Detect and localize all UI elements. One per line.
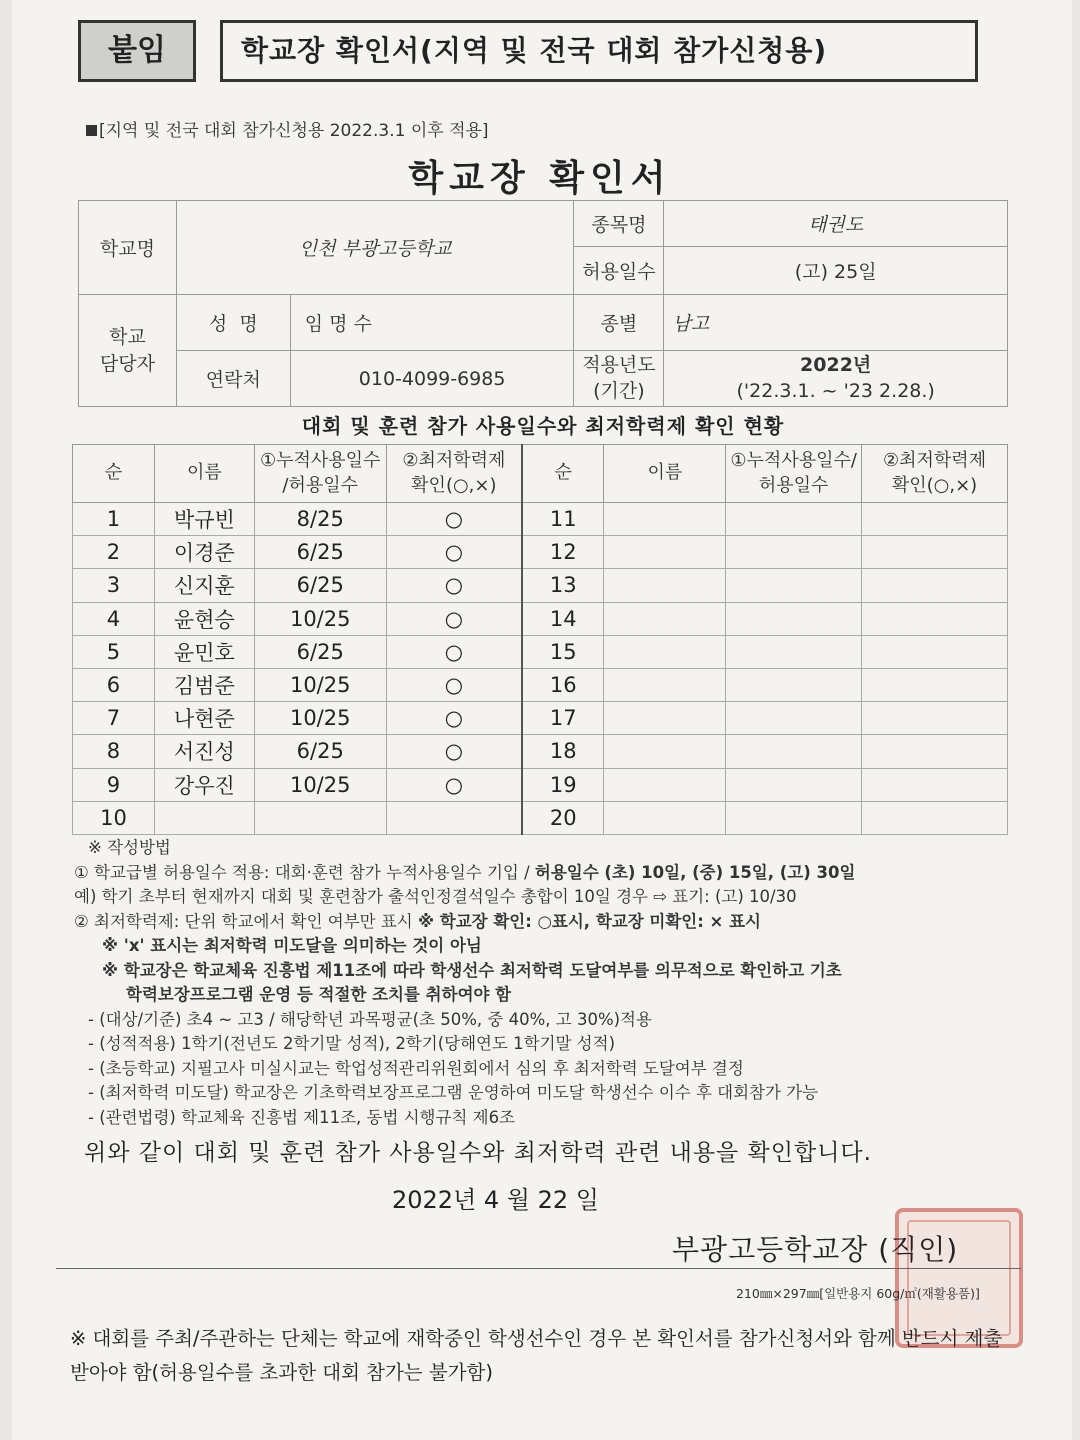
row-name-2 — [604, 602, 726, 635]
note-line: - (대상/기준) 초4 ~ 고3 / 해당학년 과목평균(초 50%, 중 40%, 고 30%)적용 — [88, 1009, 652, 1029]
row-days-2 — [726, 635, 862, 668]
row-days-2 — [726, 668, 862, 701]
note-line: ※ 학교장은 학교체육 진흥법 제11조에 따라 학생선수 최저학력 도달여부를 의무적으로 확인하고 기초 — [102, 960, 842, 980]
row-number-2: 16 — [522, 668, 604, 701]
row-days: 6/25 — [254, 536, 386, 569]
row-name-2 — [604, 569, 726, 602]
row-days-2 — [726, 768, 862, 801]
row-days: 6/25 — [254, 735, 386, 768]
row-number-2: 17 — [522, 702, 604, 735]
table-row — [73, 503, 1008, 536]
note-line: ※ 'x' 표시는 최저학력 미도달을 의미하는 것이 아님 — [102, 936, 482, 955]
row-days-2 — [726, 536, 862, 569]
event-label: 종목명 — [574, 201, 664, 247]
row-check-2 — [862, 735, 1008, 768]
row-days: 6/25 — [254, 635, 386, 668]
table-row — [73, 668, 1008, 701]
year-cell — [664, 351, 1008, 407]
row-name: 김범준 — [154, 668, 254, 701]
row-name: 서진성 — [154, 735, 254, 768]
school-value: 인천 부광고등학교 — [176, 201, 574, 295]
row-check: ○ — [386, 602, 522, 635]
divider — [56, 1268, 1021, 1269]
roster-table — [72, 444, 1008, 835]
row-days: 10/25 — [254, 702, 386, 735]
row-check: ○ — [386, 569, 522, 602]
instructions — [74, 836, 1024, 1130]
row-check: ○ — [386, 668, 522, 701]
table-row — [73, 635, 1008, 668]
table-row — [73, 735, 1008, 768]
row-name: 윤현승 — [154, 602, 254, 635]
note-line: 예) 학기 초부터 현재까지 대회 및 훈련참가 출석인정결석일수 총합이 10일 경우 ⇨ 표기: (고) 10/30 — [74, 887, 797, 906]
name-label: 성 명 — [176, 295, 290, 351]
date-text: 2022년 4 월 22 일 — [392, 1186, 599, 1214]
attach-label: 붙임 — [78, 20, 196, 82]
row-name-2 — [604, 503, 726, 536]
row-name-2 — [604, 702, 726, 735]
row-name-2 — [604, 801, 726, 834]
row-name-2 — [604, 668, 726, 701]
note-line — [74, 910, 1024, 935]
name-value: 임 명 수 — [290, 295, 574, 351]
row-name — [154, 801, 254, 834]
gender-value: 남고 — [664, 295, 1008, 351]
note-line — [74, 861, 1024, 886]
row-number: 2 — [73, 536, 155, 569]
year-value: 2022년 — [800, 353, 872, 376]
col-check-2: ②최저학력제 확인(○,×) — [862, 445, 1008, 503]
row-number-2: 15 — [522, 635, 604, 668]
row-number: 7 — [73, 702, 155, 735]
section-heading: 대회 및 훈련 참가 사용일수와 최저학력제 확인 현황 — [301, 414, 785, 438]
table-row — [73, 569, 1008, 602]
col-days-2: ①누적사용일수/ 허용일수 — [726, 445, 862, 503]
note-line: - (성적적용) 1학기(전년도 2학기말 성적), 2학기(당해연도 1학기말 성적) — [88, 1034, 616, 1053]
row-days: 10/25 — [254, 668, 386, 701]
row-name-2 — [604, 768, 726, 801]
row-days-2 — [726, 569, 862, 602]
row-name: 강우진 — [154, 768, 254, 801]
row-check-2 — [862, 503, 1008, 536]
row-check-2 — [862, 635, 1008, 668]
row-check-2 — [862, 536, 1008, 569]
note-text: ① 학교급별 허용일수 적용: 대회·훈련 참가 누적사용일수 기입 / — [74, 862, 535, 882]
row-name-2 — [604, 735, 726, 768]
row-number-2: 20 — [522, 801, 604, 834]
allowed-days-label: 허용일수 — [574, 247, 664, 295]
row-days-2 — [726, 602, 862, 635]
row-check-2 — [862, 801, 1008, 834]
row-number: 10 — [73, 801, 155, 834]
contact-value: 010-4099-6985 — [290, 351, 574, 407]
roster-body — [73, 503, 1008, 835]
header-title: 학교장 확인서(지역 및 전국 대회 참가신청용) — [220, 20, 978, 82]
col-days: ①누적사용일수 /허용일수 — [254, 445, 386, 503]
row-name-2 — [604, 635, 726, 668]
row-number-2: 14 — [522, 602, 604, 635]
row-number-2: 11 — [522, 503, 604, 536]
row-days-2 — [726, 702, 862, 735]
square-bullet-icon — [86, 125, 97, 136]
row-days-2 — [726, 801, 862, 834]
row-number: 1 — [73, 503, 155, 536]
row-check: ○ — [386, 536, 522, 569]
table-row — [73, 801, 1008, 834]
document-title: 학교장 확인서 — [408, 158, 672, 199]
table-row — [73, 768, 1008, 801]
row-name: 윤민호 — [154, 635, 254, 668]
principal-signature: 부광고등학교장 (직인) — [672, 1233, 959, 1266]
row-days — [254, 801, 386, 834]
col-name: 이름 — [154, 445, 254, 503]
row-check-2 — [862, 569, 1008, 602]
row-number-2: 12 — [522, 536, 604, 569]
note-line: - (초등학교) 지필고사 미실시교는 학업성적관리위원회에서 심의 후 최저학력 도달여부 결정 — [88, 1058, 744, 1078]
row-name-2 — [604, 536, 726, 569]
year-label: 적용년도 (기간) — [574, 351, 664, 407]
row-number: 5 — [73, 635, 155, 668]
row-days: 8/25 — [254, 503, 386, 536]
table-row — [73, 602, 1008, 635]
row-check-2 — [862, 768, 1008, 801]
row-check: ○ — [386, 768, 522, 801]
row-number: 3 — [73, 569, 155, 602]
row-check-2 — [862, 602, 1008, 635]
event-value: 태권도 — [664, 201, 1008, 247]
row-number: 8 — [73, 735, 155, 768]
note-bold: 허용일수 (초) 10일, (중) 15일, (고) 30일 — [534, 862, 856, 882]
row-check: ○ — [386, 635, 522, 668]
row-number: 9 — [73, 768, 155, 801]
period-value: ('22.3.1. ~ '23 2.28.) — [736, 379, 935, 402]
row-days-2 — [726, 503, 862, 536]
info-table — [78, 200, 1008, 407]
row-check: ○ — [386, 735, 522, 768]
row-name: 이경준 — [154, 536, 254, 569]
row-days: 10/25 — [254, 768, 386, 801]
note-line: - (최저학력 미도달) 학교장은 기초학력보장프로그램 운영하여 미도달 학생선수 이수 후 대회참가 가능 — [88, 1083, 819, 1102]
manager-label: 학교 담당자 — [79, 295, 177, 407]
footer-note: ※ 대회를 주최/주관하는 단체는 학교에 재학중인 학생선수인 경우 본 확인서를 참가신청서와 함께 반드시 제출받아야 함(허용일수를 초과한 대회 참가는 불가함) — [70, 1327, 1003, 1384]
row-name: 신지훈 — [154, 569, 254, 602]
school-label: 학교명 — [79, 201, 177, 295]
note-line: - (관련법령) 학교체육 진흥법 제11조, 동법 시행규칙 제6조 — [88, 1107, 515, 1127]
contact-label: 연락처 — [176, 351, 290, 407]
col-no: 순 — [73, 445, 155, 503]
row-number-2: 13 — [522, 569, 604, 602]
row-check: ○ — [386, 503, 522, 536]
note-line: 학력보장프로그램 운영 등 적절한 조치를 취하여야 함 — [126, 985, 512, 1004]
row-days: 10/25 — [254, 602, 386, 635]
row-days-2 — [726, 735, 862, 768]
row-days: 6/25 — [254, 569, 386, 602]
table-row — [73, 536, 1008, 569]
sub-note-text: [지역 및 전국 대회 참가신청용 2022.3.1 이후 적용] — [99, 121, 489, 141]
row-name: 나현준 — [154, 702, 254, 735]
confirmation-text: 위와 같이 대회 및 훈련 참가 사용일수와 최저학력 관련 내용을 확인합니다. — [84, 1140, 872, 1166]
row-check-2 — [862, 668, 1008, 701]
row-number-2: 18 — [522, 735, 604, 768]
row-number: 4 — [73, 602, 155, 635]
col-no-2: 순 — [522, 445, 604, 503]
row-name: 박규빈 — [154, 503, 254, 536]
paper-spec: 210㎜×297㎜[일반용지 60g/㎡(재활용품)] — [736, 1286, 980, 1301]
row-number: 6 — [73, 668, 155, 701]
notes-head: ※ 작성방법 — [88, 838, 171, 857]
col-name-2: 이름 — [604, 445, 726, 503]
row-check-2 — [862, 702, 1008, 735]
row-number-2: 19 — [522, 768, 604, 801]
note-bold: ※ 학교장 확인: ○표시, 학교장 미확인: × 표시 — [417, 911, 761, 931]
allowed-days-value: (고) 25일 — [664, 247, 1008, 295]
note-text: ② 최저학력제: 단위 학교에서 확인 여부만 표시 — [74, 911, 418, 931]
gender-label: 종별 — [574, 295, 664, 351]
row-check — [386, 801, 522, 834]
sub-note — [86, 116, 489, 141]
table-row — [73, 702, 1008, 735]
row-check: ○ — [386, 702, 522, 735]
col-check: ②최저학력제 확인(○,×) — [386, 445, 522, 503]
